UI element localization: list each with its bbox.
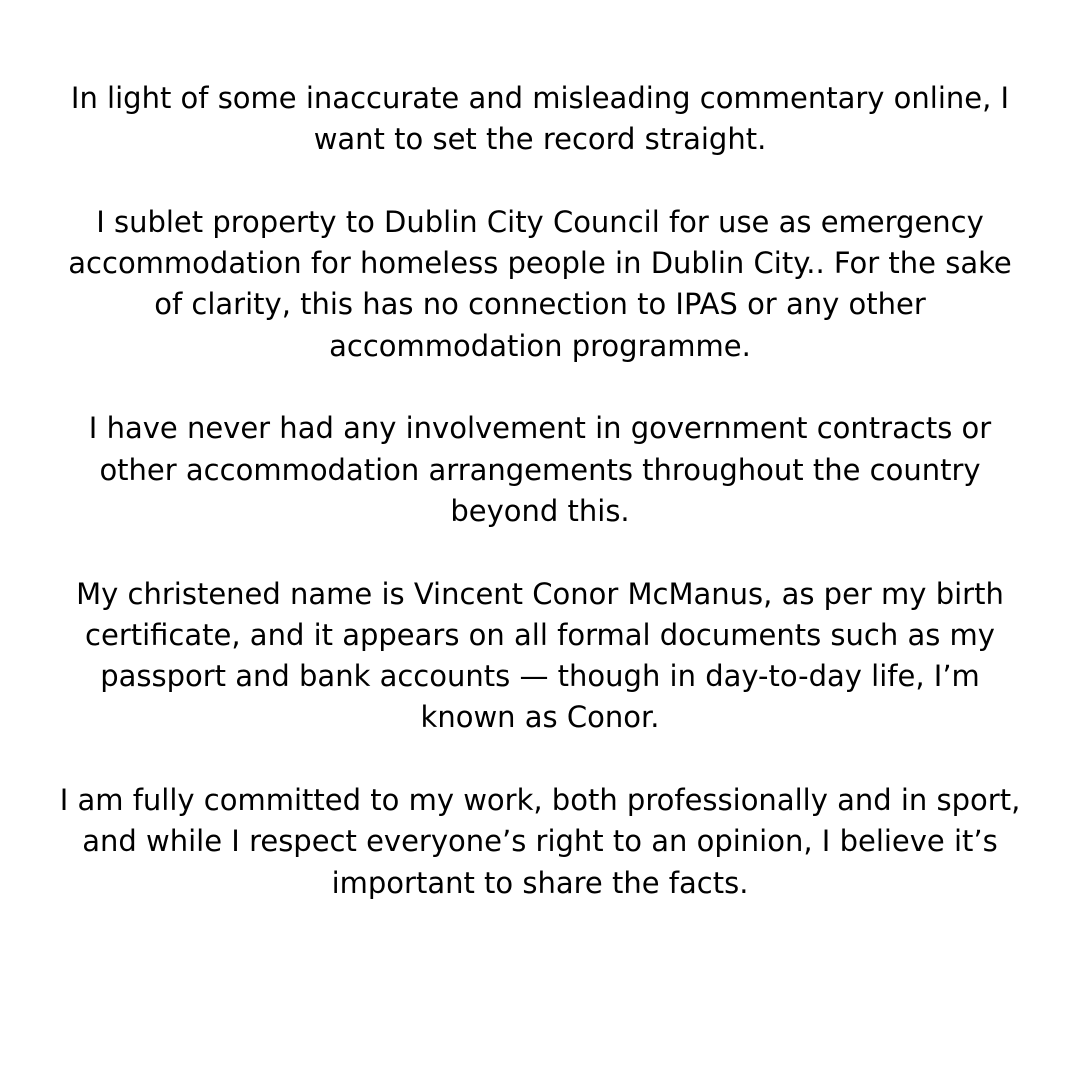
paragraph-christened-name: My christened name is Vincent Conor McManus, as per my birth certificate, and it appears on all formal documents such as my passport and bank accounts — though in day-to-day life, I’m known as Conor.	[76, 576, 1004, 735]
statement-body	[50, 78, 1030, 904]
paragraph-record-straight: In light of some inaccurate and misleading commentary online, I want to set the record straight.	[70, 81, 1010, 157]
paragraph-sublet-property: I sublet property to Dublin City Council for use as emergency accommodation for homeless people in Dublin City.. For the sake of clarity, this has no connection to IPAS or any other accommodation programme.	[68, 204, 1012, 363]
paragraph-committed: I am fully committed to my work, both professionally and in sport, and while I respect everyone’s right to an opinion, I believe it’s important to share the facts.	[59, 783, 1021, 900]
paragraph-no-involvement: I have never had any involvement in government contracts or other accommodation arrangements throughout the country beyond this.	[88, 411, 992, 528]
